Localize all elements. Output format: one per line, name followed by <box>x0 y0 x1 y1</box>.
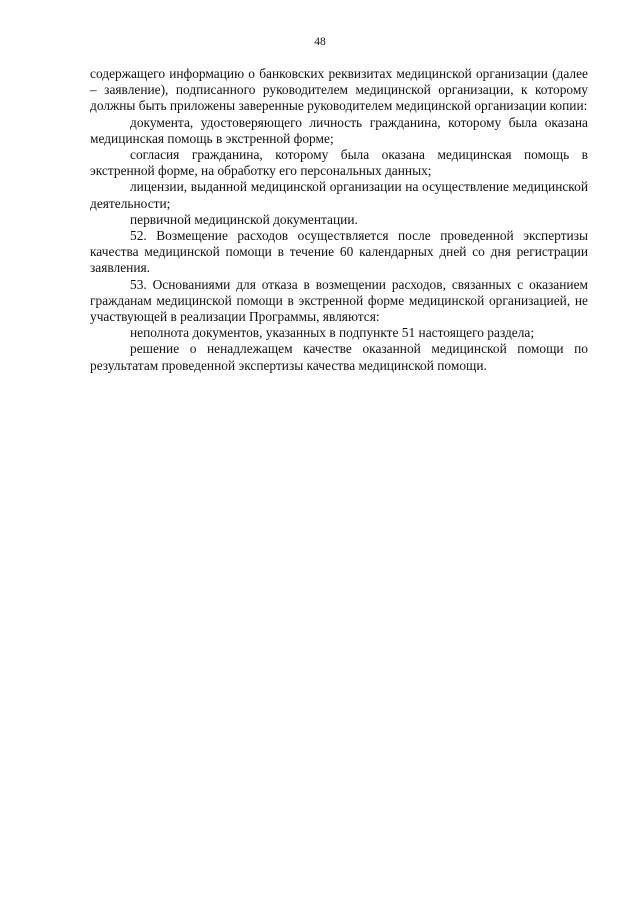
paragraph: лицензии, выданной медицинской организации на осуществление медицинской деятельности; <box>90 179 588 211</box>
paragraph: 52. Возмещение расходов осуществляется после проведенной экспертизы качества медицинской помощи в течение 60 календарных дней со дня регистрации заявления. <box>90 228 588 276</box>
page-number: 48 <box>314 36 326 48</box>
paragraph: документа, удостоверяющего личность гражданина, которому была оказана медицинская помощь в экстренной форме; <box>90 114 588 146</box>
paragraph: первичной медицинской документации. <box>130 211 358 227</box>
paragraph: решение о ненадлежащем качестве оказанной медицинской помощи по результатам проведенной экспертизы качества медицинской помощи. <box>90 341 588 373</box>
paragraph: 53. Основаниями для отказа в возмещении расходов, связанных с оказанием гражданам медицинской помощи в экстренной форме медицинской организацией, не участвующей в реализации Программы, являются: <box>90 276 588 325</box>
paragraph: неполнота документов, указанных в подпункте 51 настоящего раздела; <box>130 325 535 341</box>
paragraph: содержащего информацию о банковских реквизитах медицинской организации (далее – заявление), подписанного руководителем медицинской организации, к которому должны быть приложены заверенные руководителем медицинской организации копии: <box>90 66 588 114</box>
document-body <box>90 66 588 374</box>
paragraph: согласия гражданина, которому была оказана медицинская помощь в экстренной форме, на обработку его персональных данных; <box>90 147 588 179</box>
